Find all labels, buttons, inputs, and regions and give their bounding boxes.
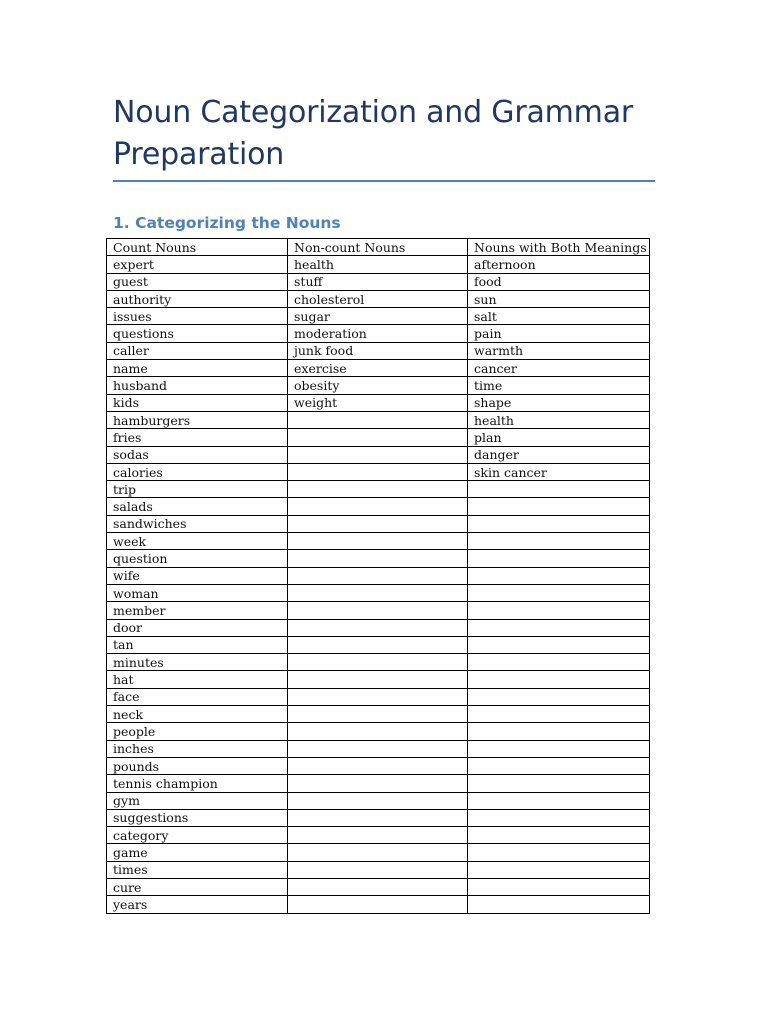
non-count-noun-cell	[288, 498, 468, 515]
count-noun-cell: expert	[107, 256, 288, 273]
non-count-noun-cell	[288, 550, 468, 567]
both-meanings-cell: health	[468, 411, 650, 428]
table-row	[107, 498, 650, 515]
table-row	[107, 463, 650, 480]
non-count-noun-cell: junk food	[288, 342, 468, 359]
both-meanings-cell	[468, 584, 650, 601]
header-non-count-nouns: Non-count Nouns	[288, 239, 468, 256]
title-underline-divider	[113, 180, 655, 182]
both-meanings-cell: warmth	[468, 342, 650, 359]
both-meanings-cell: sun	[468, 290, 650, 307]
table-row	[107, 481, 650, 498]
count-noun-cell: week	[107, 533, 288, 550]
count-noun-cell: kids	[107, 394, 288, 411]
count-noun-cell: husband	[107, 377, 288, 394]
table-row	[107, 654, 650, 671]
count-noun-cell: hat	[107, 671, 288, 688]
table-row	[107, 775, 650, 792]
table-row	[107, 827, 650, 844]
both-meanings-cell: pain	[468, 325, 650, 342]
table-row	[107, 809, 650, 826]
non-count-noun-cell	[288, 827, 468, 844]
count-noun-cell: game	[107, 844, 288, 861]
count-noun-cell: sodas	[107, 446, 288, 463]
both-meanings-cell	[468, 723, 650, 740]
non-count-noun-cell	[288, 636, 468, 653]
both-meanings-cell: time	[468, 377, 650, 394]
non-count-noun-cell	[288, 861, 468, 878]
both-meanings-cell	[468, 757, 650, 774]
non-count-noun-cell	[288, 688, 468, 705]
count-noun-cell: name	[107, 360, 288, 377]
both-meanings-cell	[468, 878, 650, 895]
table-header-row	[107, 239, 650, 256]
non-count-noun-cell	[288, 411, 468, 428]
table-row	[107, 723, 650, 740]
count-noun-cell: door	[107, 619, 288, 636]
count-noun-cell: inches	[107, 740, 288, 757]
count-noun-cell: years	[107, 896, 288, 913]
both-meanings-cell: shape	[468, 394, 650, 411]
both-meanings-cell	[468, 654, 650, 671]
noun-table-body	[107, 239, 650, 914]
non-count-noun-cell	[288, 723, 468, 740]
non-count-noun-cell	[288, 809, 468, 826]
non-count-noun-cell	[288, 706, 468, 723]
table-row	[107, 567, 650, 584]
both-meanings-cell	[468, 688, 650, 705]
count-noun-cell: people	[107, 723, 288, 740]
table-row	[107, 533, 650, 550]
both-meanings-cell	[468, 740, 650, 757]
table-row	[107, 861, 650, 878]
count-noun-cell: category	[107, 827, 288, 844]
count-noun-cell: woman	[107, 584, 288, 601]
both-meanings-cell	[468, 550, 650, 567]
table-row	[107, 671, 650, 688]
non-count-noun-cell	[288, 757, 468, 774]
count-noun-cell: tennis champion	[107, 775, 288, 792]
non-count-noun-cell	[288, 567, 468, 584]
table-row	[107, 325, 650, 342]
table-row	[107, 515, 650, 532]
count-noun-cell: guest	[107, 273, 288, 290]
table-row	[107, 584, 650, 601]
non-count-noun-cell	[288, 602, 468, 619]
count-noun-cell: hamburgers	[107, 411, 288, 428]
non-count-noun-cell: cholesterol	[288, 290, 468, 307]
count-noun-cell: trip	[107, 481, 288, 498]
table-row	[107, 308, 650, 325]
non-count-noun-cell	[288, 481, 468, 498]
table-row	[107, 342, 650, 359]
count-noun-cell: suggestions	[107, 809, 288, 826]
count-noun-cell: member	[107, 602, 288, 619]
non-count-noun-cell	[288, 584, 468, 601]
header-both-meanings: Nouns with Both Meanings	[468, 239, 650, 256]
count-noun-cell: cure	[107, 878, 288, 895]
non-count-noun-cell	[288, 896, 468, 913]
table-row	[107, 411, 650, 428]
document-title: Noun Categorization and Grammar Preparation	[113, 95, 634, 172]
both-meanings-cell	[468, 481, 650, 498]
count-noun-cell: sandwiches	[107, 515, 288, 532]
table-row	[107, 619, 650, 636]
count-noun-cell: calories	[107, 463, 288, 480]
non-count-noun-cell	[288, 515, 468, 532]
table-row	[107, 360, 650, 377]
non-count-noun-cell	[288, 792, 468, 809]
non-count-noun-cell	[288, 446, 468, 463]
count-noun-cell: minutes	[107, 654, 288, 671]
table-row	[107, 896, 650, 913]
count-noun-cell: questions	[107, 325, 288, 342]
both-meanings-cell	[468, 619, 650, 636]
table-row	[107, 394, 650, 411]
count-noun-cell: question	[107, 550, 288, 567]
both-meanings-cell	[468, 706, 650, 723]
non-count-noun-cell	[288, 878, 468, 895]
count-noun-cell: wife	[107, 567, 288, 584]
table-row	[107, 878, 650, 895]
non-count-noun-cell: weight	[288, 394, 468, 411]
both-meanings-cell: cancer	[468, 360, 650, 377]
table-row	[107, 688, 650, 705]
count-noun-cell: salads	[107, 498, 288, 515]
both-meanings-cell: food	[468, 273, 650, 290]
table-row	[107, 377, 650, 394]
table-row	[107, 273, 650, 290]
both-meanings-cell	[468, 827, 650, 844]
table-row	[107, 290, 650, 307]
count-noun-cell: tan	[107, 636, 288, 653]
both-meanings-cell: afternoon	[468, 256, 650, 273]
count-noun-cell: caller	[107, 342, 288, 359]
table-row	[107, 636, 650, 653]
table-row	[107, 740, 650, 757]
table-row	[107, 446, 650, 463]
both-meanings-cell	[468, 567, 650, 584]
count-noun-cell: gym	[107, 792, 288, 809]
non-count-noun-cell: obesity	[288, 377, 468, 394]
non-count-noun-cell: stuff	[288, 273, 468, 290]
non-count-noun-cell	[288, 619, 468, 636]
noun-categories-table	[106, 238, 650, 914]
non-count-noun-cell	[288, 429, 468, 446]
non-count-noun-cell	[288, 844, 468, 861]
table-row	[107, 550, 650, 567]
count-noun-cell: authority	[107, 290, 288, 307]
both-meanings-cell	[468, 602, 650, 619]
table-row	[107, 429, 650, 446]
both-meanings-cell	[468, 861, 650, 878]
both-meanings-cell	[468, 792, 650, 809]
non-count-noun-cell: exercise	[288, 360, 468, 377]
non-count-noun-cell: moderation	[288, 325, 468, 342]
count-noun-cell: fries	[107, 429, 288, 446]
both-meanings-cell	[468, 844, 650, 861]
table-row	[107, 792, 650, 809]
header-count-nouns: Count Nouns	[107, 239, 288, 256]
non-count-noun-cell	[288, 740, 468, 757]
non-count-noun-cell	[288, 654, 468, 671]
non-count-noun-cell: sugar	[288, 308, 468, 325]
count-noun-cell: pounds	[107, 757, 288, 774]
both-meanings-cell	[468, 498, 650, 515]
non-count-noun-cell: health	[288, 256, 468, 273]
both-meanings-cell	[468, 636, 650, 653]
both-meanings-cell: danger	[468, 446, 650, 463]
table-row	[107, 602, 650, 619]
non-count-noun-cell	[288, 533, 468, 550]
table-row	[107, 757, 650, 774]
both-meanings-cell	[468, 533, 650, 550]
section-heading: 1. Categorizing the Nouns	[113, 214, 341, 232]
table-row	[107, 256, 650, 273]
table-row	[107, 844, 650, 861]
non-count-noun-cell	[288, 671, 468, 688]
count-noun-cell: face	[107, 688, 288, 705]
count-noun-cell: neck	[107, 706, 288, 723]
count-noun-cell: times	[107, 861, 288, 878]
both-meanings-cell: plan	[468, 429, 650, 446]
both-meanings-cell	[468, 896, 650, 913]
count-noun-cell: issues	[107, 308, 288, 325]
both-meanings-cell	[468, 809, 650, 826]
both-meanings-cell: skin cancer	[468, 463, 650, 480]
non-count-noun-cell	[288, 463, 468, 480]
both-meanings-cell	[468, 775, 650, 792]
non-count-noun-cell	[288, 775, 468, 792]
both-meanings-cell: salt	[468, 308, 650, 325]
table-row	[107, 706, 650, 723]
both-meanings-cell	[468, 671, 650, 688]
both-meanings-cell	[468, 515, 650, 532]
